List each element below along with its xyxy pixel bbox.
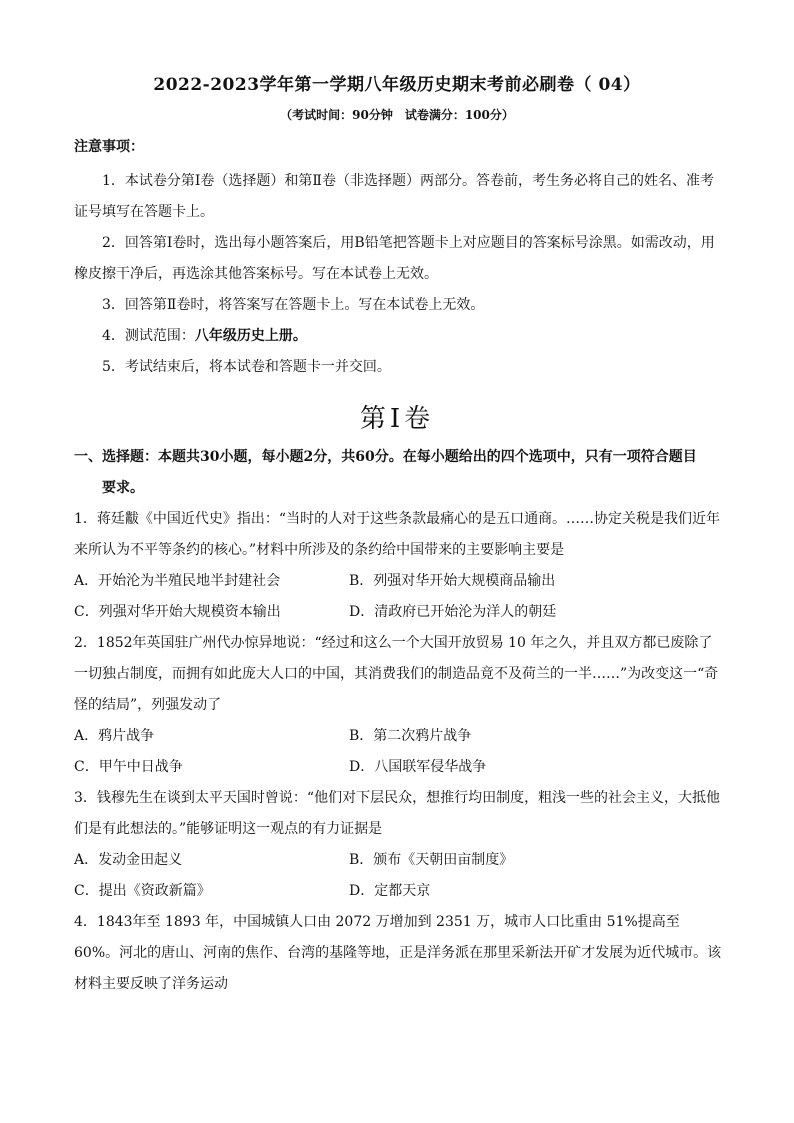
question-options: [74, 566, 724, 628]
option: B．颁布《天朝田亩制度》: [349, 852, 514, 868]
question-stem: 2．1852年英国驻广州代办惊异地说：“经过和这么一个大国开放贸易 10 年之久，并且双方都已废除了一切独占制度，而拥有如此庞大人口的中国，其消费我们的制造品竟不及荷兰的一半……”为改变这一“奇怪的结局”，列强发动了: [74, 635, 719, 713]
question: [74, 628, 724, 783]
volume-heading: 第Ⅰ卷: [359, 404, 435, 434]
notice-item: [74, 321, 724, 352]
notice-item: 3．回答第Ⅱ卷时，将答案写在答题卡上。写在本试卷上无效。: [102, 297, 485, 313]
option: D．八国联军侵华战争: [349, 759, 487, 775]
question-options: [74, 721, 724, 783]
question-options: [74, 845, 724, 907]
notice-list: [74, 166, 724, 383]
question: [74, 907, 724, 1000]
test-scope: 八年级历史上册。: [194, 328, 307, 344]
question-stem: 1．蒋廷黻《中国近代史》指出：“当时的人对于这些条款最痛心的是五口通商。……协定关税是我们近年来所认为不平等条约的核心。”材料中所涉及的条约给中国带来的主要影响主要是: [74, 511, 721, 558]
option: A．开始沦为半殖民地半封建社会: [74, 573, 281, 589]
exam-title: 2022-2023学年第一学期八年级历史期末考前必刷卷（ 04）: [153, 75, 641, 95]
question: [74, 783, 724, 907]
option: D．清政府已开始沦为洋人的朝廷: [349, 604, 557, 620]
option: A．鸦片战争: [74, 728, 155, 744]
option: B．第二次鸦片战争: [349, 728, 472, 744]
option: C．提出《资政新篇》: [74, 883, 211, 899]
question-list: [74, 504, 724, 1000]
option: D．定都天京: [349, 883, 431, 899]
section-heading: [74, 442, 724, 504]
section-heading-line: 一、选择题：本题共30小题，每小题2分，共60分。在每小题给出的四个选项中，只有一项符合题目: [74, 449, 697, 465]
notice-item: 2．回答第Ⅰ卷时，选出每小题答案后，用B铅笔把答题卡上对应题目的答案标号涂黑。如需改动，用橡皮擦干净后，再选涂其他答案标号。写在本试卷上无效。: [74, 235, 715, 282]
option: A．发动金田起义: [74, 852, 183, 868]
option: C．甲午中日战争: [74, 759, 183, 775]
option: B．列强对华开始大规模商品输出: [349, 573, 556, 589]
notice-heading: 注意事项：: [74, 139, 144, 155]
notice-item-text: 4．测试范围：: [102, 328, 195, 344]
notice-item: 5．考试结束后，将本试卷和答题卡一并交回。: [102, 359, 391, 375]
question: [74, 504, 724, 628]
exam-time-info: （考试时间：90分钟 试卷满分：100分）: [280, 108, 514, 122]
option: C．列强对华开始大规模资本输出: [74, 604, 281, 620]
notice-item: 1．本试卷分第Ⅰ卷（选择题）和第Ⅱ卷（非选择题）两部分。答卷前，考生务必将自己的姓名、准考证号填写在答题卡上。: [74, 173, 714, 220]
section-heading-line: 要求。: [102, 480, 144, 496]
question-stem: 4．1843年至 1893 年，中国城镇人口由 2072 万增加到 2351 万，城市人口比重由 51%提高至 60%。河北的唐山、河南的焦作、台湾的基隆等地，正是洋务派在那里采新法开矿才发展为近代城市。该材料主要反映了洋务运动: [74, 914, 722, 992]
question-stem: 3．钱穆先生在谈到太平天国时曾说：“他们对下层民众，想推行均田制度，粗浅一些的社会主义，大抵他们是有此想法的。”能够证明这一观点的有力证据是: [74, 790, 721, 837]
